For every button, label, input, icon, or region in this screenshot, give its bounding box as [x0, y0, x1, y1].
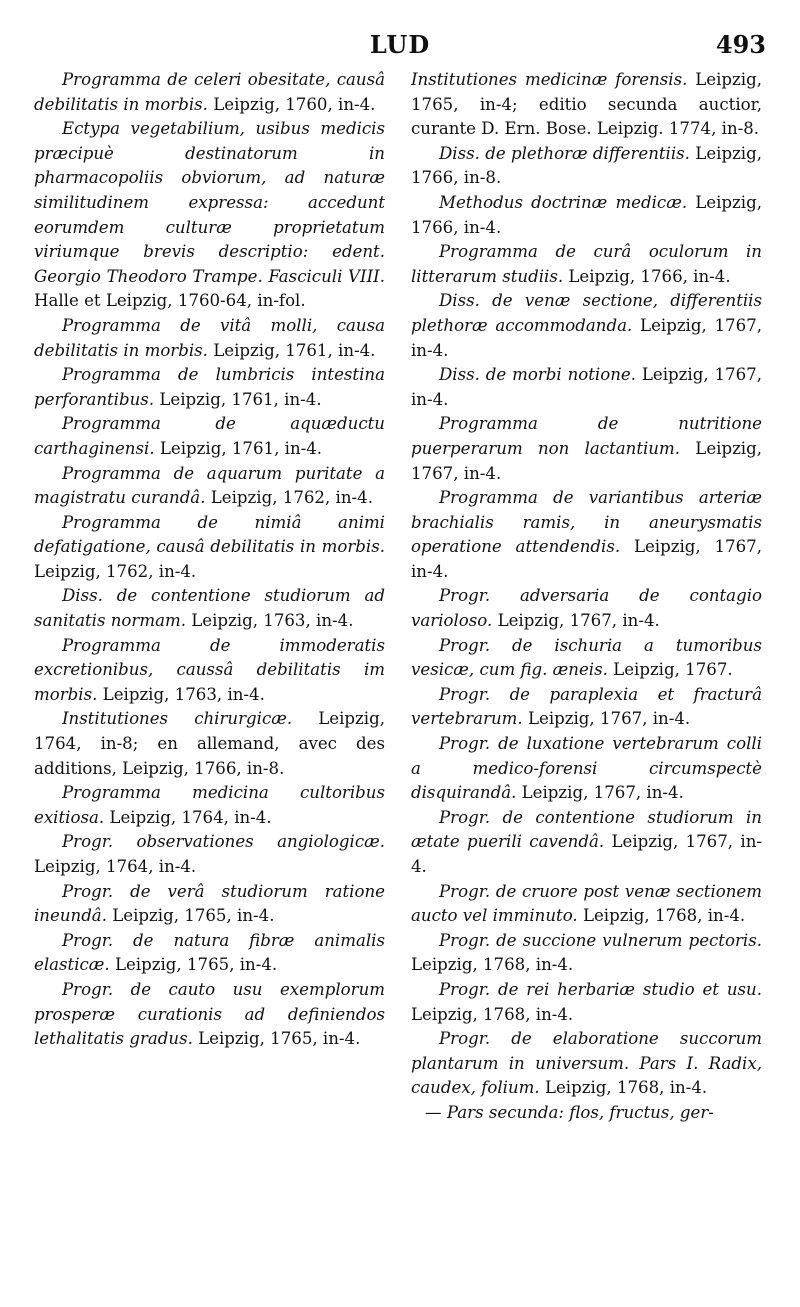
entry-publication: Leipzig, 1768, in-4.	[582, 906, 746, 926]
bibliography-entry	[411, 191, 762, 240]
entry-title: Progr. de contentione studiorum in ætate puerili cavendâ.	[411, 807, 762, 852]
running-head: LUD	[369, 30, 431, 59]
bibliography-entry	[34, 929, 385, 978]
entry-title: Programma de lumbricis intestina perforantibus.	[34, 365, 385, 409]
entry-publication: Leipzig, 1767, in-4.	[527, 709, 691, 729]
entry-title: Programma de immoderatis excretionibus, caussâ debilitatis im morbis.	[34, 635, 385, 704]
entry-title: Programma medicina cultoribus exitiosa.	[34, 783, 385, 827]
bibliography-entry	[411, 1101, 762, 1126]
text-columns	[34, 68, 762, 1126]
entry-publication: Leipzig, 1767, in-4.	[411, 438, 763, 483]
entry-title: Progr. de elaboratione succorum plantarum in universum. Pars I. Radix, caudex, folium.	[411, 1029, 762, 1098]
bibliography-entry	[411, 289, 762, 363]
entry-publication: Leipzig, 1767, in-4.	[411, 365, 763, 409]
entry-publication: Leipzig, 1767, in-4.	[411, 537, 763, 581]
bibliography-entry	[411, 584, 762, 633]
entry-publication: Leipzig, 1766, in-8.	[411, 143, 763, 188]
bibliography-entry	[411, 363, 762, 412]
bibliography-entry	[34, 707, 385, 781]
entry-publication: Leipzig, 1762, in-4.	[210, 488, 373, 508]
entry-publication: Leipzig, 1767, in-4.	[497, 611, 660, 631]
bibliography-entry	[34, 781, 385, 830]
entry-publication: Leipzig, 1763, in-4.	[191, 611, 354, 631]
entry-title: Programma de aquæductu carthaginensi.	[34, 414, 385, 458]
entry-title: Programma de nimiâ animi defatigatione, causâ debilitatis in morbis.	[34, 512, 385, 557]
entry-title: Progr. de luxatione vertebrarum colli a medico-forensi circumspectè disquirandâ.	[411, 734, 762, 803]
bibliography-entry	[411, 240, 762, 289]
entry-title: Progr. de rei herbariæ studio et usu.	[439, 979, 762, 999]
entry-publication: Leipzig, 1761, in-4.	[159, 389, 322, 409]
entry-title: Diss. de venæ sectione, differentiis plethoræ accommodanda.	[411, 291, 762, 335]
right-column	[411, 68, 762, 1126]
entry-publication: Leipzig, 1760, in-4.	[213, 94, 376, 114]
entry-publication: Leipzig, 1764, in-4.	[34, 857, 197, 876]
entry-title: Programma de variantibus arteriæ brachialis ramis, in aneurysmatis operatione attendendis.	[411, 488, 762, 557]
entry-title: Progr. adversaria de contagio varioloso.	[411, 586, 762, 631]
bibliography-entry	[34, 880, 385, 929]
bibliography-entry	[411, 142, 762, 191]
entry-title: Programma de aquarum puritate a magistratu curandâ.	[34, 463, 385, 508]
bibliography-entry	[411, 68, 762, 142]
entry-publication: Leipzig, 1765, in-4.	[114, 955, 278, 975]
entry-title: Progr. de cauto usu exemplorum prosperæ curationis ad definiendos lethalitatis gradus.	[34, 979, 385, 1049]
bibliography-entry	[34, 412, 385, 461]
entry-publication: Leipzig, 1761, in-4.	[159, 438, 323, 458]
entry-publication: Leipzig, 1768, in-4.	[544, 1078, 708, 1098]
page-header	[0, 30, 800, 70]
entry-title: Methodus doctrinæ medicæ.	[439, 192, 688, 212]
entry-publication: Leipzig, 1765, in-4.	[112, 906, 275, 926]
bibliography-entry	[34, 634, 385, 708]
entry-publication: Leipzig, 1763, in-4.	[102, 684, 265, 704]
entry-title: Programma de nutritione puerperarum non lactantium.	[411, 414, 762, 458]
entry-publication: Leipzig, 1767, in-4.	[411, 832, 762, 876]
entry-publication: Leipzig, 1768, in-4.	[411, 1004, 574, 1024]
bibliography-entry	[411, 486, 762, 584]
bibliography-entry	[411, 412, 762, 486]
entry-publication: Leipzig, 1762, in-4.	[34, 561, 197, 581]
entry-publication: Leipzig, 1768, in-4.	[411, 955, 574, 975]
entry-publication: Leipzig, 1767, in-4.	[521, 783, 684, 803]
bibliography-entry	[34, 511, 385, 585]
entry-title: Diss. de contentione studiorum ad sanitatis normam.	[34, 586, 385, 631]
bibliography-entry	[34, 363, 385, 412]
entry-title: Progr. de verâ studiorum ratione ineundâ.	[34, 881, 385, 926]
bibliography-entry	[411, 929, 762, 978]
bibliography-entry	[411, 880, 762, 929]
entry-title: Progr. de paraplexia et fracturâ vertebrarum.	[411, 684, 762, 729]
bibliography-entry	[411, 634, 762, 683]
entry-title: Progr. de succione vulnerum pectoris.	[439, 930, 762, 950]
left-column	[34, 68, 385, 1126]
entry-title: Programma de celeri obesitate, causâ debilitatis in morbis.	[34, 70, 385, 114]
bibliography-entry	[34, 830, 385, 879]
bibliography-entry	[411, 806, 762, 880]
bibliography-entry	[34, 462, 385, 511]
bibliography-entry	[34, 68, 385, 117]
entry-title: Institutiones medicinæ forensis.	[411, 70, 688, 89]
entry-title: Ectypa vegetabilium, usibus medicis præcipuè destinatorum in pharmacopoliis obviorum, ad naturæ similitudinem expressa: accedunt eorumdem culturæ proprietatum viriumque brevis descriptio: edent. Georgio Theodoro Trampe. Fasciculi VIII.	[34, 119, 385, 286]
bibliography-entry	[411, 978, 762, 1027]
bibliography-entry	[34, 584, 385, 633]
entry-title: Programma de vitâ molli, causa debilitatis in morbis.	[34, 315, 385, 360]
bibliography-entry	[34, 314, 385, 363]
entry-publication: Leipzig, 1767.	[613, 660, 733, 680]
entry-title: Progr. de natura fibræ animalis elasticæ.	[34, 930, 385, 975]
page-number: 493	[715, 30, 766, 59]
entry-publication: Halle et Leipzig, 1760-64, in-fol.	[34, 291, 306, 311]
entry-publication: Leipzig, 1767, in-4.	[411, 315, 763, 360]
entry-publication: Leipzig, 1764, in-4.	[109, 807, 272, 827]
entry-publication: Leipzig, 1764, in-8; en allemand, avec des additions, Leipzig, 1766, in-8.	[34, 709, 385, 778]
entry-publication: Leipzig, 1766, in-4.	[411, 192, 762, 237]
bibliography-entry	[34, 117, 385, 314]
bibliography-entry	[411, 1027, 762, 1101]
entry-title: Progr. de ischuria a tumoribus vesicæ, cum fig. æneis.	[411, 635, 762, 680]
entry-publication: Leipzig, 1766, in-4.	[568, 266, 731, 286]
bibliography-entry	[411, 732, 762, 806]
entry-title: Diss. de morbi notione.	[439, 365, 637, 385]
entry-title: — Pars secunda: flos, fructus, ger-	[425, 1102, 714, 1122]
entry-title: Progr. de cruore post venæ sectionem aucto vel imminuto.	[411, 881, 762, 926]
entry-publication: Leipzig, 1761, in-4.	[213, 340, 376, 360]
entry-title: Progr. observationes angiologicæ.	[62, 832, 385, 852]
bibliography-entry	[34, 978, 385, 1052]
bibliography-entry	[411, 683, 762, 732]
entry-title: Institutiones chirurgicæ.	[62, 709, 293, 729]
entry-publication: Leipzig, 1765, in-4; editio secunda auctior, curante D. Ern. Bose. Leipzig. 1774, in-8.	[411, 70, 762, 139]
entry-publication: Leipzig, 1765, in-4.	[198, 1029, 361, 1049]
entry-title: Programma de curâ oculorum in litterarum studiis.	[411, 242, 762, 286]
entry-title: Diss. de plethoræ differentiis.	[439, 143, 690, 163]
